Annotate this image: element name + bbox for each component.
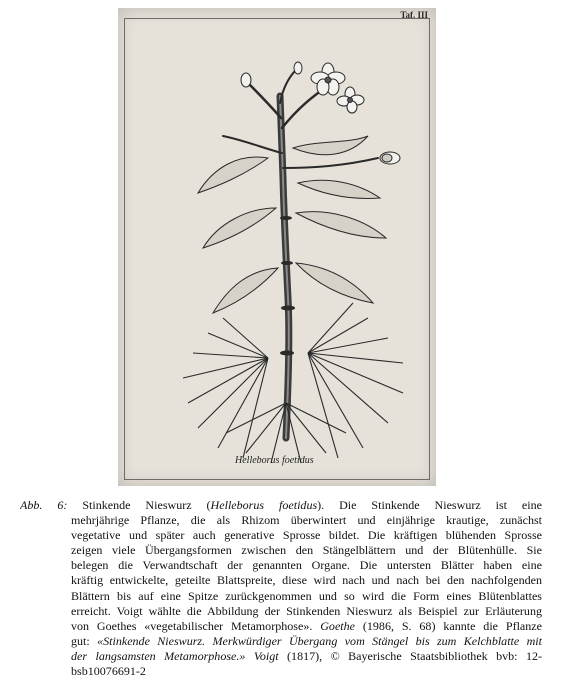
palmate-leaf-right [308,303,403,458]
flower-top [311,63,345,95]
caption-line-10: gut: «Stinkende Nieswurz. Merkwürdiger Übergang vom Stängel bis zum Kelchblatte mit [71,633,542,648]
leaf-right-low [296,263,373,303]
figure-caption [20,498,542,679]
hellebore-illustration [118,8,436,486]
caption-line-8: erreicht. Voigt wählte die Abbildung der Stinkenden Nieswurz als Beispiel zur Erläuterung [71,603,542,618]
plate-species-label: Helleborus foetidus [235,455,314,466]
caption-line-2: mehrjährige Pflanze, die als Rhizom überwintert und einjährige krautige, zunächst [71,513,542,528]
latin-name: Helleborus foetidus [210,498,318,512]
caption-line-9: von Goethes «vegetabilischer Metamorphose». Goethe (1986, S. 68) kannte die Pflanze [71,618,542,633]
figure-number: Abb. 6: [20,498,68,512]
bract-right-upper [293,136,368,155]
botanical-plate [118,8,436,486]
caption-line-3: vegetative und später auch generative Sprosse bildet. Die kräftigen blühenden Sprosse [71,528,542,543]
bract-right-high [298,180,380,198]
caption-line-5: belegen die Verwandtschaft der genannten Organe. Die untersten Blätter haben eine [71,558,542,573]
bract-left-upper [198,157,268,193]
caption-line-11: der langsamsten Metamorphose.» Voigt (1817), © Bayerische Staatsbibliothek bvb: 12- [71,648,542,663]
leaf-left-low [213,268,278,313]
palmate-leaf-left [183,318,268,458]
caption-line-6: kräftig entwickelte, geteilte Blattspreite, diese wird nach und nach bei den nachfolgenden [71,573,542,588]
flower-right [337,87,364,113]
bud-top [294,62,302,74]
bud-left [241,73,251,87]
caption-line-12: bsb10076691-2 [71,664,146,679]
caption-line-4: zeigen viele Übergangsformen zwischen den Stängelblättern und der Blütenhülle. Sie [71,543,542,558]
bud-side [380,152,400,164]
plate-number: Taf. III [400,10,428,20]
caption-line-1: Abb. 6: Stinkende Nieswurz (Helleborus foetidus). Die Stinkende Nieswurz ist eine [20,498,542,512]
caption-line-7: Blättern bis auf eine Spitze zurückgenommen und so wird die Form eines Blütenblattes [71,588,542,603]
bract-right-mid [296,212,386,238]
bract-left-mid [203,208,276,248]
